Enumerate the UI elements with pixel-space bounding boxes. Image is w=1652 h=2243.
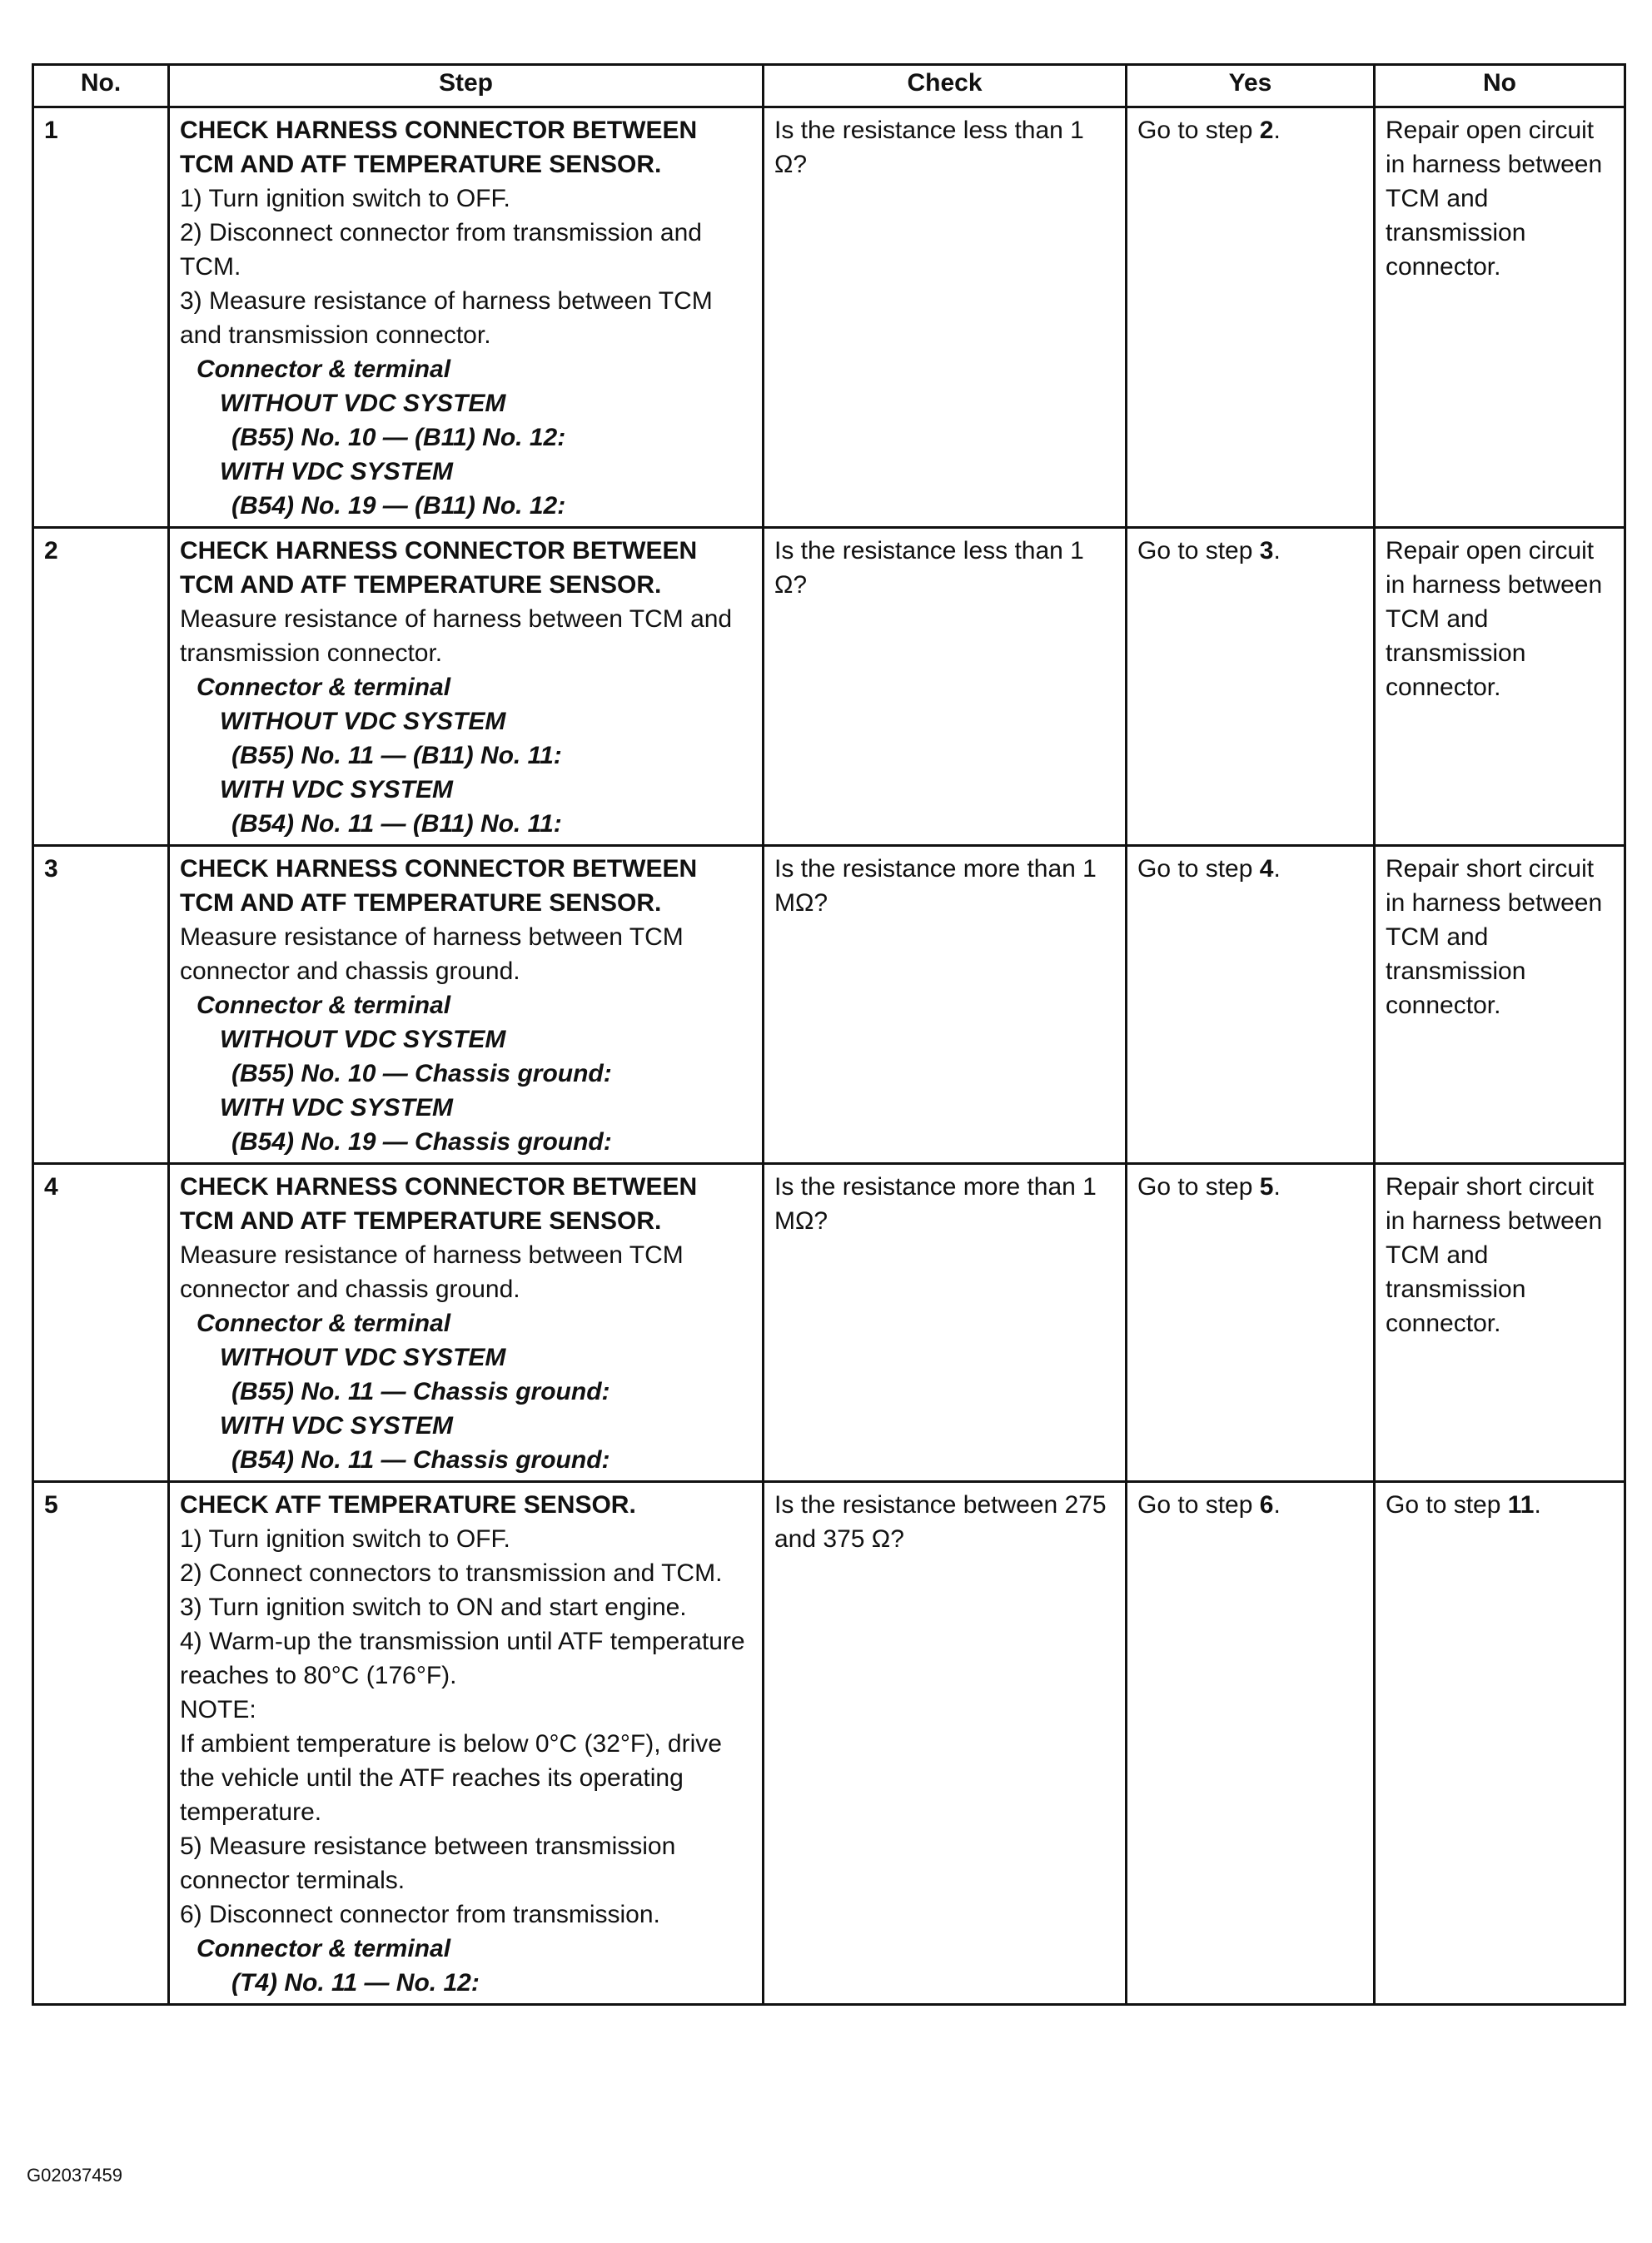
- yes-text: Go to step: [1137, 1491, 1260, 1519]
- yes-cell: [1127, 107, 1375, 528]
- step-cell: [169, 528, 764, 846]
- yes-period: .: [1273, 855, 1281, 883]
- no-step-link: 11: [1507, 1491, 1535, 1519]
- no-text: Repair open circuit in harness between TCM and transmission connector.: [1386, 117, 1603, 281]
- step-number: 3: [33, 846, 169, 1164]
- step-line-heading: CHECK HARNESS CONNECTOR BETWEEN TCM AND ATF TEMPERATURE SENSOR.: [180, 537, 698, 599]
- step-line-sys: WITH VDC SYSTEM: [220, 1094, 454, 1122]
- step-line-plain: 3) Turn ignition switch to ON and start engine.: [180, 1594, 687, 1621]
- check-cell: Is the resistance between 275 and 375 Ω?: [764, 1482, 1127, 2005]
- no-cell: [1375, 528, 1625, 846]
- step-number: 4: [33, 1164, 169, 1482]
- step-line-plain: If ambient temperature is below 0°C (32°F), drive the vehicle until the ATF reaches its operating temperature.: [180, 1730, 722, 1826]
- yes-step-link: 5: [1259, 1173, 1274, 1201]
- step-line-plain: 5) Measure resistance between transmission connector terminals.: [180, 1833, 676, 1894]
- step-line-heading: CHECK HARNESS CONNECTOR BETWEEN TCM AND ATF TEMPERATURE SENSOR.: [180, 1173, 698, 1235]
- step-line-pin: (B54) No. 19 — (B11) No. 12:: [231, 492, 566, 520]
- yes-period: .: [1273, 117, 1281, 144]
- yes-step-link: 6: [1259, 1491, 1274, 1519]
- step-cell: [169, 1164, 764, 1482]
- yes-cell: [1127, 528, 1375, 846]
- step-line-sys: WITH VDC SYSTEM: [220, 1412, 454, 1440]
- yes-period: .: [1273, 537, 1281, 564]
- no-cell: [1375, 1482, 1625, 2005]
- step-cell: [169, 846, 764, 1164]
- yes-text: Go to step: [1137, 117, 1260, 144]
- yes-step-link: 3: [1259, 537, 1274, 564]
- no-cell: [1375, 1164, 1625, 1482]
- yes-period: .: [1273, 1491, 1281, 1519]
- step-line-plain: 2) Disconnect connector from transmission and TCM.: [180, 219, 702, 281]
- yes-cell: [1127, 846, 1375, 1164]
- no-text: Repair short circuit in harness between TCM and transmission connector.: [1386, 1173, 1603, 1337]
- yes-period: .: [1273, 1173, 1281, 1201]
- step-line-heading: CHECK HARNESS CONNECTOR BETWEEN TCM AND ATF TEMPERATURE SENSOR.: [180, 855, 698, 917]
- step-line-pin: (B55) No. 11 — (B11) No. 11:: [231, 742, 562, 769]
- step-line-sys: WITHOUT VDC SYSTEM: [220, 708, 506, 735]
- table-row: [33, 528, 1625, 846]
- yes-text: Go to step: [1137, 855, 1260, 883]
- check-cell: Is the resistance less than 1 Ω?: [764, 528, 1127, 846]
- step-line-plain: 2) Connect connectors to transmission and TCM.: [180, 1559, 723, 1587]
- table-row: [33, 107, 1625, 528]
- step-line-plain: 1) Turn ignition switch to OFF.: [180, 1525, 510, 1553]
- no-cell: [1375, 107, 1625, 528]
- step-line-plain: NOTE:: [180, 1696, 256, 1723]
- figure-id: G02037459: [27, 2165, 122, 2186]
- step-number: 1: [33, 107, 169, 528]
- step-line-sys: WITH VDC SYSTEM: [220, 776, 454, 803]
- step-cell: [169, 1482, 764, 2005]
- step-number: 2: [33, 528, 169, 846]
- yes-cell: [1127, 1164, 1375, 1482]
- no-text: Go to step: [1386, 1491, 1508, 1519]
- step-line-ct: Connector & terminal: [197, 1310, 451, 1337]
- header-check: Check: [764, 65, 1127, 107]
- step-line-ct: Connector & terminal: [197, 356, 451, 383]
- table-row: [33, 1482, 1625, 2005]
- no-text: Repair short circuit in harness between TCM and transmission connector.: [1386, 855, 1603, 1019]
- step-line-sys: WITHOUT VDC SYSTEM: [220, 1026, 506, 1053]
- step-line-ct: Connector & terminal: [197, 674, 451, 701]
- step-number: 5: [33, 1482, 169, 2005]
- header-yes: Yes: [1127, 65, 1375, 107]
- step-line-ct: Connector & terminal: [197, 1935, 451, 1962]
- step-line-ct: Connector & terminal: [197, 992, 451, 1019]
- check-cell: Is the resistance more than 1 MΩ?: [764, 846, 1127, 1164]
- check-cell: Is the resistance more than 1 MΩ?: [764, 1164, 1127, 1482]
- step-line-sys: WITH VDC SYSTEM: [220, 458, 454, 485]
- header-step: Step: [169, 65, 764, 107]
- step-cell: [169, 107, 764, 528]
- step-line-pin: (T4) No. 11 — No. 12:: [231, 1969, 480, 1997]
- step-line-heading: CHECK ATF TEMPERATURE SENSOR.: [180, 1491, 636, 1519]
- step-line-pin: (B55) No. 11 — Chassis ground:: [231, 1378, 610, 1405]
- no-period: .: [1534, 1491, 1541, 1519]
- check-cell: Is the resistance less than 1 Ω?: [764, 107, 1127, 528]
- step-line-pin: (B55) No. 10 — Chassis ground:: [231, 1060, 612, 1087]
- step-line-plain: Measure resistance of harness between TCM and transmission connector.: [180, 605, 733, 667]
- step-line-heading: CHECK HARNESS CONNECTOR BETWEEN TCM AND ATF TEMPERATURE SENSOR.: [180, 117, 698, 178]
- no-text: Repair open circuit in harness between TCM and transmission connector.: [1386, 537, 1603, 701]
- yes-cell: [1127, 1482, 1375, 2005]
- table-row: [33, 1164, 1625, 1482]
- step-line-pin: (B54) No. 19 — Chassis ground:: [231, 1128, 612, 1156]
- no-cell: [1375, 846, 1625, 1164]
- step-line-sys: WITHOUT VDC SYSTEM: [220, 1344, 506, 1371]
- table-row: [33, 846, 1625, 1164]
- step-line-pin: (B54) No. 11 — (B11) No. 11:: [231, 810, 562, 838]
- step-line-pin: (B55) No. 10 — (B11) No. 12:: [231, 424, 566, 451]
- yes-step-link: 2: [1259, 117, 1274, 144]
- header-row: [33, 65, 1625, 107]
- yes-text: Go to step: [1137, 537, 1260, 564]
- step-line-plain: 4) Warm-up the transmission until ATF temperature reaches to 80°C (176°F).: [180, 1628, 745, 1689]
- step-line-plain: 3) Measure resistance of harness between TCM and transmission connector.: [180, 287, 713, 349]
- header-no-result: No: [1375, 65, 1625, 107]
- step-line-plain: 1) Turn ignition switch to OFF.: [180, 185, 510, 212]
- yes-step-link: 4: [1259, 855, 1274, 883]
- diagnostic-table-container: [32, 63, 1624, 2006]
- step-line-sys: WITHOUT VDC SYSTEM: [220, 390, 506, 417]
- header-no: No.: [33, 65, 169, 107]
- step-line-plain: Measure resistance of harness between TCM connector and chassis ground.: [180, 923, 684, 985]
- yes-text: Go to step: [1137, 1173, 1260, 1201]
- diagnostic-table: [32, 63, 1626, 2006]
- step-line-pin: (B54) No. 11 — Chassis ground:: [231, 1446, 610, 1474]
- step-line-plain: 6) Disconnect connector from transmission.: [180, 1901, 660, 1928]
- step-line-plain: Measure resistance of harness between TCM connector and chassis ground.: [180, 1241, 684, 1303]
